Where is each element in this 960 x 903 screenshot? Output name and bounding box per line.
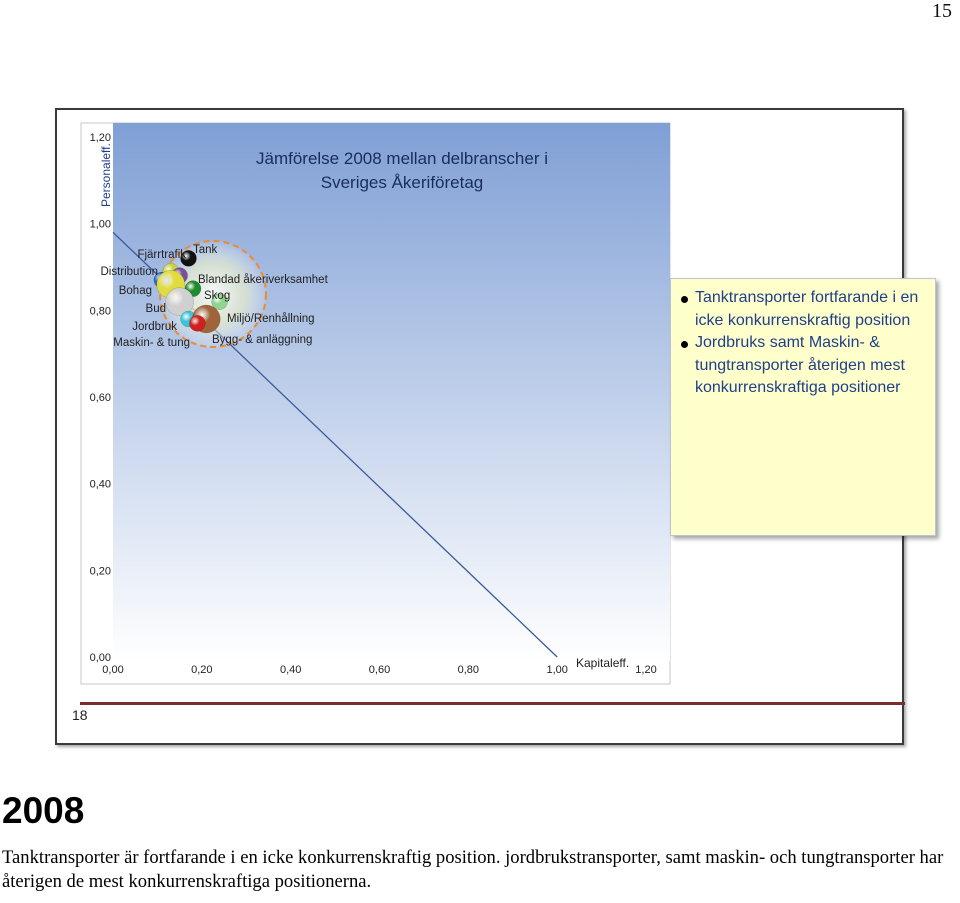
y-tick-label: 0,00 xyxy=(89,652,111,664)
slide-number: 18 xyxy=(72,707,88,723)
x-tick-label: 0,80 xyxy=(457,664,480,676)
label-distribution: Distribution xyxy=(100,266,158,278)
label-maskin: Maskin- & tung xyxy=(113,337,190,349)
bullet-icon xyxy=(681,341,688,348)
chart-title-line-1: Jämförelse 2008 mellan delbranscher i xyxy=(256,149,548,168)
callout-text: Tanktransporter fortfarande i en icke konkurrenskraftig position xyxy=(695,289,919,329)
y-axis-label: Personaleff. xyxy=(99,143,113,207)
x-tick-label: 0,00 xyxy=(102,664,124,676)
x-tick-label: 1,00 xyxy=(546,664,568,676)
callout-item xyxy=(681,287,925,332)
label-blandad: Blandad åkeriverksamhet xyxy=(198,274,328,286)
x-axis-label: Kapitaleff. xyxy=(576,656,630,670)
x-tick-label: 0,60 xyxy=(368,664,391,676)
page-number: 15 xyxy=(932,0,952,22)
x-tick-label: 0,20 xyxy=(191,664,213,676)
callout-text: Jordbruks samt Maskin- & tungtransporter återigen mest konkurrenskraftiga positioner xyxy=(695,334,905,396)
point-maskin-tung xyxy=(189,315,205,331)
callout-item xyxy=(681,332,925,400)
slide xyxy=(55,108,919,745)
slide-footer-bar xyxy=(80,702,905,705)
label-miljo: Miljö/Renhållning xyxy=(227,313,315,325)
x-tick-label: 1,20 xyxy=(635,664,657,676)
label-bohag: Bohag xyxy=(118,285,152,297)
label-fjarrtrafik: Fjärrtrafik xyxy=(137,249,186,261)
y-tick-label: 1,00 xyxy=(89,218,111,231)
bullet-icon xyxy=(681,296,688,303)
y-tick-label: 0,80 xyxy=(89,305,111,318)
label-tank: Tank xyxy=(193,244,218,256)
plot-area xyxy=(113,123,670,661)
y-tick-label: 1,20 xyxy=(89,132,111,144)
label-bud: Bud xyxy=(145,303,166,315)
chart-title-line-2: Sveriges Åkeriföretag xyxy=(320,173,484,192)
year-heading: 2008 xyxy=(2,790,85,831)
callout-box xyxy=(670,278,936,536)
label-jordbruk: Jordbruk xyxy=(132,321,177,333)
x-tick-label: 0,40 xyxy=(279,664,302,676)
y-tick-label: 0,60 xyxy=(89,392,111,404)
caption-paragraph: Tanktransporter är fortfarande i en icke konkurrenskraftig position. jordbrukstransporter, samt maskin- och tungtransporter har återigen de mest konkurrenskraftiga positionerna. xyxy=(2,847,944,892)
label-skog: Skog xyxy=(204,290,231,302)
y-tick-label: 0,40 xyxy=(89,478,111,491)
y-tick-label: 0,20 xyxy=(89,565,111,578)
label-bygg: Bygg- & anläggning xyxy=(212,334,313,346)
